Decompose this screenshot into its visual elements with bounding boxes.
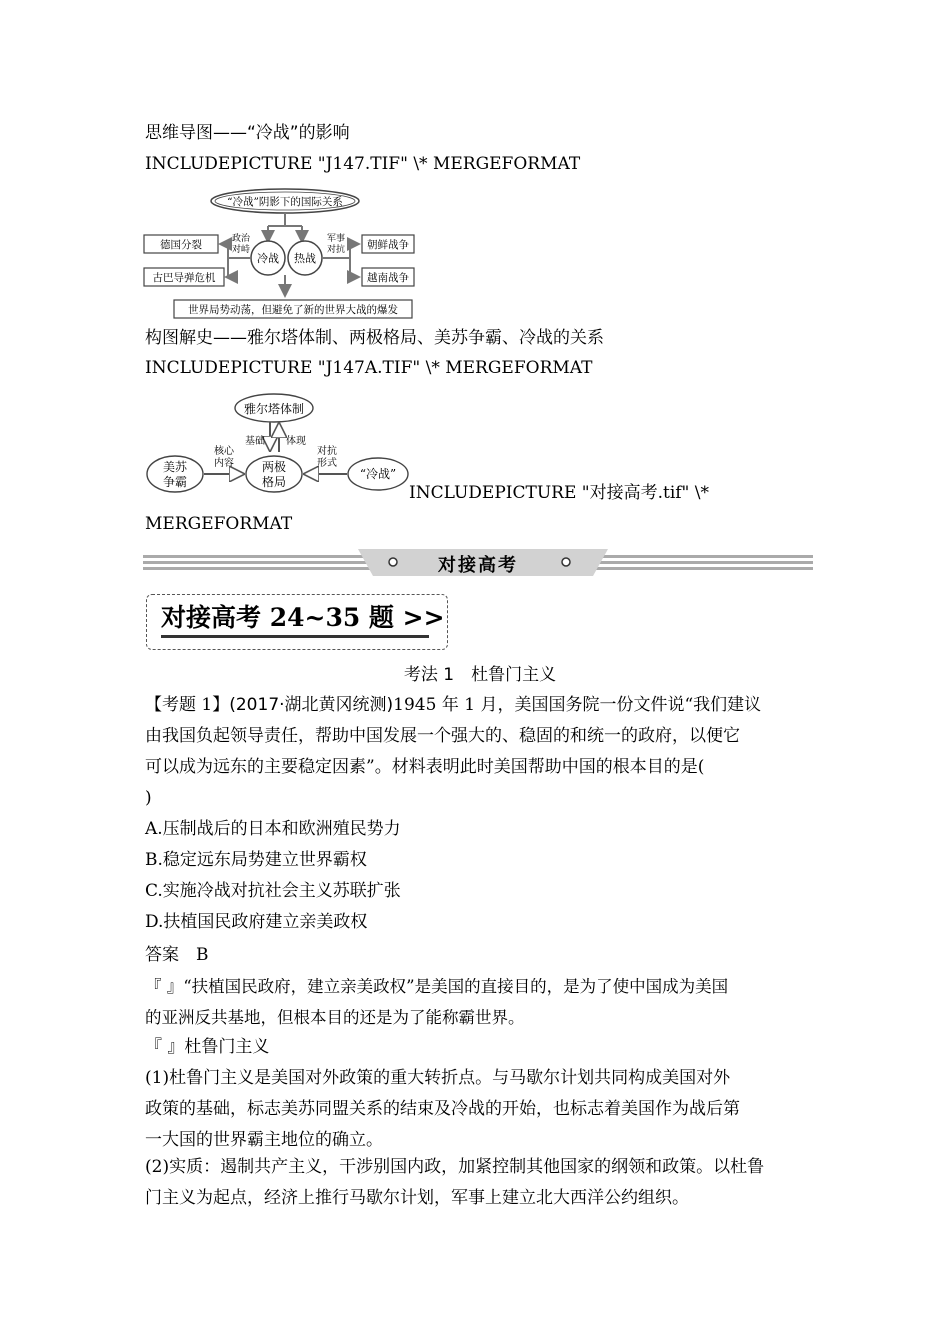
cold-war-label: 冷战 [257,252,279,265]
core-label-1: 核心 [214,446,234,457]
expand-p2-1: (2)实质：遏制共产主义，干涉别国内政，加紧控制其他国家的纲领和政策。以杜鲁 [145,1157,765,1177]
include-field-2: INCLUDEPICTURE "J147A.TIF" \* MERGEFORMAT [145,358,593,378]
left-item-1: 德国分裂 [160,239,202,251]
bipolar-label-1: 两极 [261,460,287,474]
include-field-3a: INCLUDEPICTURE "对接高考.tif" \* [409,483,709,503]
question-line-4: ) [145,788,152,808]
include-field-3b: MERGEFORMAT [145,514,293,534]
question-line-1 [145,690,815,721]
hot-war-label: 热战 [294,252,316,265]
yalta-label: 雅尔塔体制 [243,402,305,416]
form-label-2: 形式 [317,458,337,469]
option-d: D.扶植国民政府建立亲美政权 [145,912,368,932]
question-prefix: 【考题 1】 [145,695,230,715]
gaokao-box [146,594,448,650]
right-item-2: 越南战争 [367,272,409,284]
left-label-2: 对峙 [231,245,251,255]
coldwar-label: “冷战” [359,467,397,481]
question-text-1: 1945 年 1 月，美国国务院一份文件说“我们建议 [393,695,762,715]
include-field-1: INCLUDEPICTURE "J147.TIF" \* MERGEFORMAT [145,154,581,174]
hegemony-label-1: 美苏 [162,460,188,474]
analysis-line-1: 『 』“扶植国民政府，建立亲美政权”是美国的直接目的，是为了使中国成为美国 [145,977,729,996]
kaofa-title: 考法 1 杜鲁门主义 [403,665,557,685]
question-line-2: 由我国负起领导责任，帮助中国发展一个强大的、稳固的和统一的政府，以便它 [145,726,740,746]
right-label-2: 对抗 [326,245,346,255]
expand-p1-2: 政策的基础，标志美苏同盟关系的结束及冷战的开始，也标志着美国作为战后第 [145,1099,740,1119]
banner-title: 对接高考 [438,555,518,576]
expand-p2-2: 门主义为起点，经济上推行马歇尔计划，军事上建立北大西洋公约组织。 [145,1188,689,1208]
option-a: A.压制战后的日本和欧洲殖民势力 [145,819,401,839]
answer: 答案 B [145,945,209,965]
analysis-line-2: 的亚洲反共基地，但根本目的还是为了能称霸世界。 [145,1008,525,1027]
expand-title: 『 』杜鲁门主义 [145,1037,270,1057]
hegemony-label-2: 争霸 [162,475,188,489]
embody-label: 体现 [286,436,306,447]
structure-heading: 构图解史——雅尔塔体制、两极格局、美苏争霸、冷战的关系 [145,328,604,348]
left-item-2: 古巴导弹危机 [152,272,216,284]
core-label-2: 内容 [214,458,234,469]
gaokao-banner [143,549,813,577]
basis-label: 基础 [245,436,265,447]
gaokao-box-title: 对接高考 24~35 题 >> [161,603,445,632]
cold-war-influence-diagram [140,186,430,324]
right-item-1: 朝鲜战争 [367,239,409,251]
mindmap-heading: 思维导图——“冷战”的影响 [145,123,350,143]
option-b: B.稳定远东局势建立世界霸权 [145,850,367,870]
right-label-1: 军事 [326,234,346,244]
question-source: (2017·湖北黄冈统测) [229,695,394,715]
yalta-relationship-diagram [140,392,412,500]
form-label-1: 对抗 [317,446,337,457]
top-label: “冷战”阴影下的国际关系 [227,196,343,208]
expand-p1-1: (1)杜鲁门主义是美国对外政策的重大转折点。与马歇尔计划共同构成美国对外 [145,1068,731,1088]
expand-p1-3: 一大国的世界霸主地位的确立。 [145,1130,383,1150]
left-label-1: 政治 [231,234,251,244]
option-c: C.实施冷战对抗社会主义苏联扩张 [145,881,401,901]
bottom-label: 世界局势动荡，但避免了新的世界大战的爆发 [188,304,398,316]
question-line-3: 可以成为远东的主要稳定因素”。材料表明此时美国帮助中国的根本目的是( [145,757,705,777]
bipolar-label-2: 格局 [261,475,287,489]
